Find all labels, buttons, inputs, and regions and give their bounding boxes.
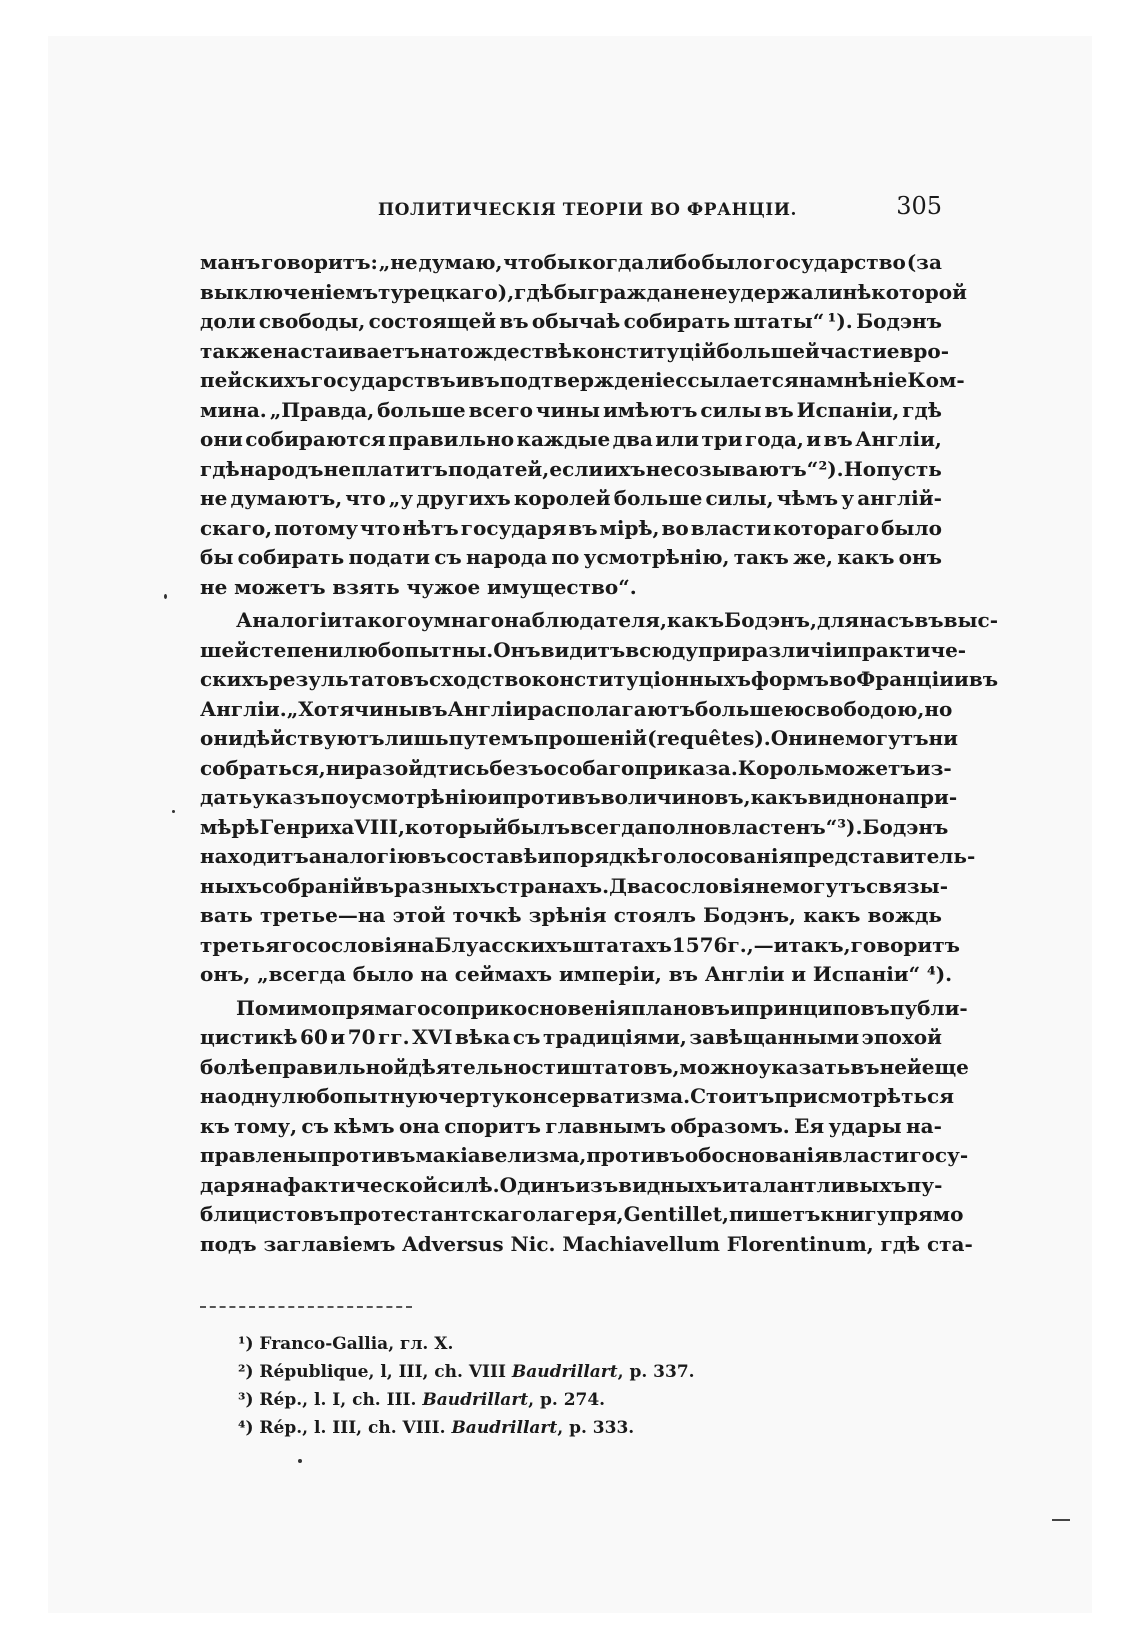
text-line: на одну любопытную черту консерватизма. Стоитъ присмотрѣться <box>200 1084 954 1108</box>
footnote-page: , p. 333. <box>557 1418 635 1438</box>
text-line: гдѣ народъ не платитъ податей, если ихъ не созываютъ“ ²). Но пусть <box>200 456 942 481</box>
footnote-4 <box>238 1414 695 1442</box>
text-line: третьяго сословія на Блуасскихъ штатахъ 1576 г.,—и такъ, говоритъ <box>200 932 960 957</box>
footnote-text: Rép., l. III, ch. VIII. <box>259 1418 446 1438</box>
text-line: подъ заглавіемъ Adversus Nic. Machiavellum Florentinum, гдѣ ста- <box>200 1231 973 1256</box>
text-line: доли свободы, состоящей въ обычаѣ собирать штаты“ ¹). Бодэнъ <box>200 309 942 333</box>
text-line: Помимо прямаго соприкосновенія плановъ и принциповъ публи- <box>236 995 968 1020</box>
paragraph-1 <box>200 248 967 602</box>
text-line: къ тому, съ кѣмъ она споритъ главнымъ образомъ. Ея удары на- <box>200 1113 942 1138</box>
running-title: ПОЛИТИЧЕСКІЯ ТЕОРІИ ВО ФРАНЦІИ. <box>378 200 798 220</box>
text-line: цистикѣ 60 и 70 гг. XVI вѣка съ традиціями, завѣщанными эпохой <box>200 1025 942 1049</box>
footnote-3 <box>238 1386 695 1414</box>
footnote-page: , p. 274. <box>528 1390 606 1410</box>
text-line: вать третье—на этой точкѣ зрѣнія стоялъ Бодэнъ, какъ вождь <box>200 903 942 927</box>
text-line: Англіи. „Хотя чины въ Англіи располагаютъ большею свободою, но <box>200 696 953 721</box>
text-line: пейскихъ государствъ и въ подтвержденіе ссылается на мнѣніе Ком- <box>200 368 965 392</box>
text-line: блицистовъ протестантскаго лагеря, Gentillet, пишетъ книгу прямо <box>200 1202 964 1226</box>
footnote-text: République, l, III, ch. VIII <box>259 1362 506 1382</box>
footnotes <box>238 1330 695 1442</box>
text-line: ныхъ собраній въ разныхъ странахъ. Два сословія не могутъ связы- <box>200 873 948 898</box>
footnote-separator <box>200 1306 412 1308</box>
paragraph-3 <box>200 994 973 1260</box>
text-line: шей степени любопытны. Онъ видитъ всюду при различіи практиче- <box>200 637 967 662</box>
text-line: правлены противъ макіавелизма, противъ обоснованія власти госу- <box>200 1143 969 1167</box>
text-line: они дѣйствуютъ лишь путемъ прошеній (requêtes). Они не могутъ ни <box>200 726 959 750</box>
page-number: 305 <box>896 192 942 220</box>
ink-speck <box>298 1459 302 1463</box>
text-line: Аналогіи такого умнаго наблюдателя, какъ Бодэнъ, для насъ въ выс- <box>236 608 999 632</box>
footnote-text: Rép., l. I, ch. III. <box>259 1390 417 1410</box>
text-line: не можетъ взять чужое имущество“. <box>200 574 637 599</box>
text-line: бы собирать подати съ народа по усмотрѣнію, такъ же, какъ онъ <box>200 545 942 569</box>
footnote-author: Baudrillart <box>422 1390 529 1410</box>
footnote-mark: ³) <box>238 1390 254 1410</box>
footnote-text: Franco-Gallia, гл. X. <box>259 1334 454 1354</box>
text-line: даря на фактической силѣ. Одинъ изъ видныхъ и талантливыхъ пу- <box>200 1172 943 1197</box>
footnote-author: Baudrillart <box>511 1362 618 1382</box>
text-line: они собираются правильно каждые два или три года, и въ Англіи, <box>200 427 942 451</box>
body-text <box>200 248 999 1259</box>
text-line: скихъ результатовъ сходство конституціонныхъ формъ во Франціи и въ <box>200 667 999 691</box>
text-line: находитъ аналогію въ составѣ и порядкѣ голосованія представитель- <box>200 844 976 868</box>
text-line: мѣрѣ Генриха VIII, который былъ всегда полновластенъ“ ³). Бодэнъ <box>200 814 949 839</box>
text-line: дать указъ по усмотрѣнію и противъ воли чиновъ, какъ видно на при- <box>200 785 958 809</box>
text-line: не думаютъ, что „у другихъ королей больше силы, чѣмъ у англій- <box>200 486 942 510</box>
paragraph-2 <box>200 606 999 990</box>
text-line: болѣе правильной дѣятельности штатовъ, можно указать въ ней еще <box>200 1054 969 1079</box>
footnote-mark: ¹) <box>238 1334 254 1354</box>
ink-speck <box>164 594 167 599</box>
text-line: выключеніемъ турецкаго), гдѣ бы граждане не удержали нѣкоторой <box>200 279 967 304</box>
text-line: также настаиваетъ на тождествѣ конституцій большей части евро- <box>200 338 950 363</box>
footnote-page: , p. 337. <box>617 1362 695 1382</box>
page-header <box>200 192 942 228</box>
footnote-2 <box>238 1358 695 1386</box>
text-line: собраться, ни разойдтись безъ особаго приказа. Король можетъ из- <box>200 755 952 780</box>
text-line: онъ, „всегда было на сеймахъ имперіи, въ Англіи и Испаніи“ ⁴). <box>200 962 953 986</box>
text-line: скаго, потому что нѣтъ государя въ мірѣ, во власти котораго было <box>200 515 942 540</box>
ink-speck <box>172 810 175 813</box>
footnote-author: Baudrillart <box>451 1418 558 1438</box>
text-line: манъ говоритъ: „не думаю, чтобы когда либо было государство (за <box>200 250 942 274</box>
footnote-mark: ⁴) <box>238 1418 254 1438</box>
footnote-mark: ²) <box>238 1362 254 1382</box>
margin-mark <box>1052 1519 1070 1521</box>
text-line: мина. „Правда, больше всего чины имѣютъ силы въ Испаніи, гдѣ <box>200 397 942 422</box>
footnote-1 <box>238 1330 695 1358</box>
